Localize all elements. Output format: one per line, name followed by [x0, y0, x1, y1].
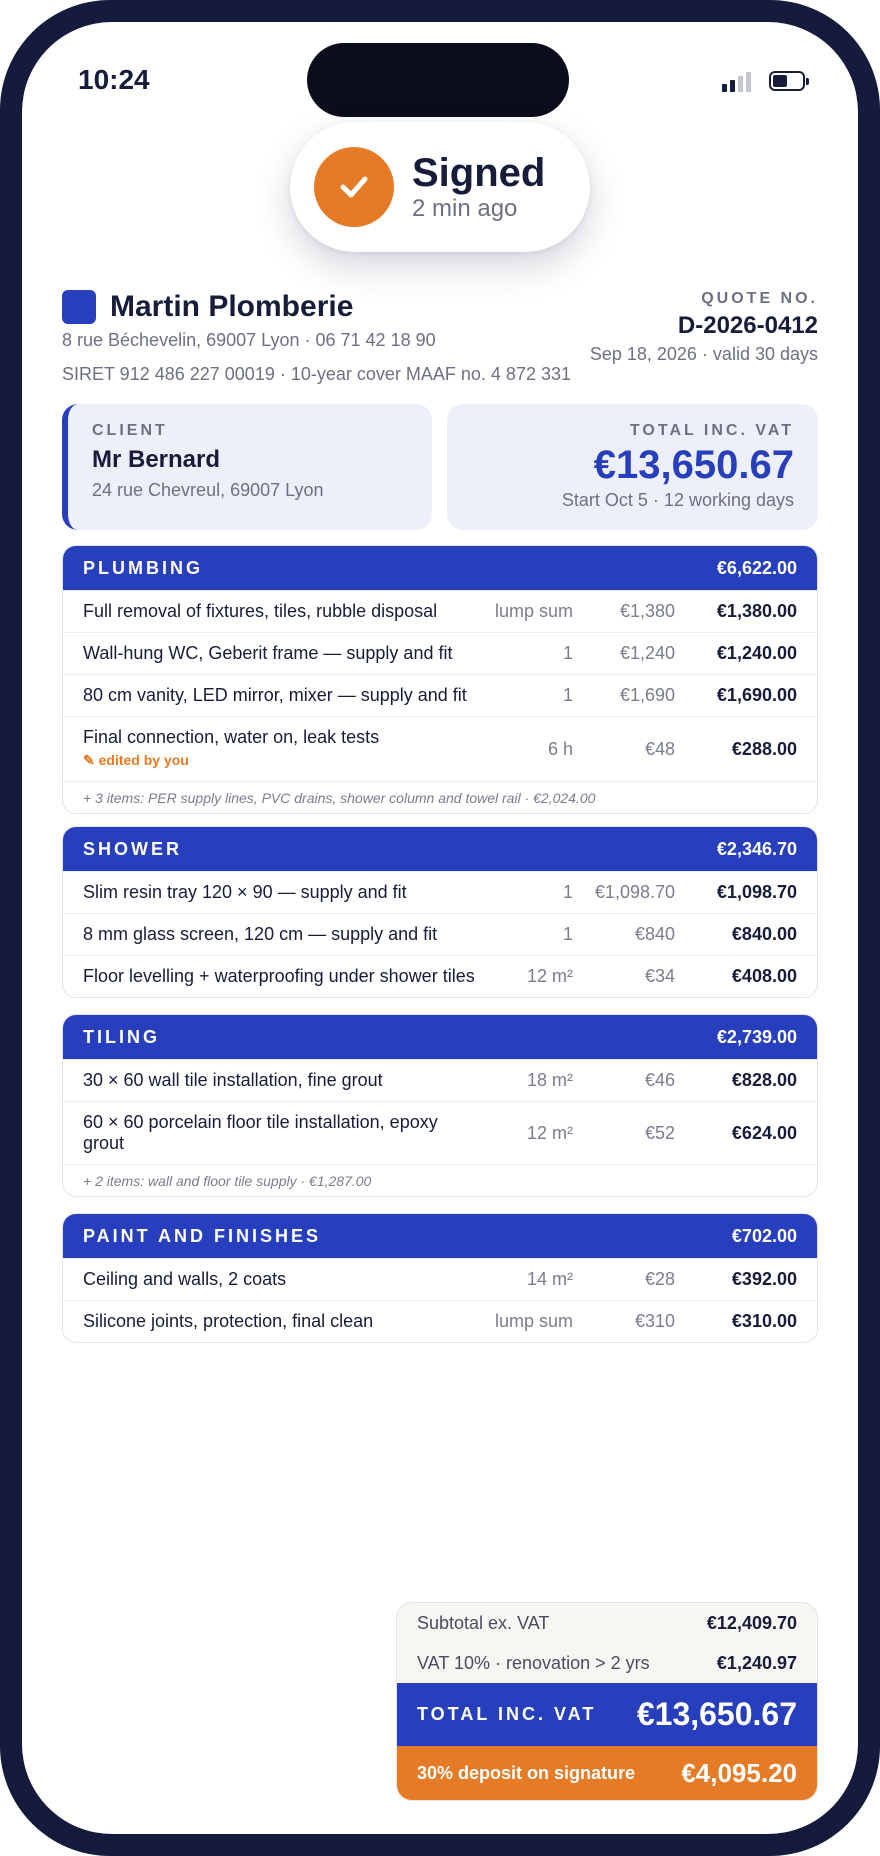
item-amount: €1,690.00 [716, 685, 797, 705]
check-icon [314, 147, 394, 227]
item-desc: 8 mm glass screen, 120 cm — supply and fit [83, 924, 438, 944]
item-price: €1,690 [619, 685, 675, 705]
item-amount: €288.00 [731, 738, 797, 759]
line-item[interactable] [63, 955, 817, 997]
subtotal-value: €12,409.70 [706, 1612, 797, 1633]
item-qty: 12 m² [526, 966, 573, 986]
client-label: CLIENT [92, 422, 168, 439]
quote-info [590, 290, 818, 365]
section-total: €6,622.00 [716, 557, 797, 578]
line-item[interactable] [63, 913, 817, 955]
subtotal-row [397, 1603, 817, 1643]
vat-row [397, 1643, 817, 1683]
line-item[interactable] [63, 871, 817, 913]
item-amount: €392.00 [731, 1269, 797, 1289]
section-title: TILING [83, 1026, 160, 1047]
signed-title: Signed [412, 151, 546, 195]
section-header[interactable] [63, 1015, 817, 1059]
item-price: €1,240 [619, 643, 675, 663]
client-address: 24 rue Chevreul, 69007 Lyon [92, 480, 324, 500]
item-amount: €1,098.70 [716, 882, 797, 902]
subtotal-label: Subtotal ex. VAT [417, 1612, 550, 1633]
item-amount: €828.00 [731, 1070, 797, 1090]
section-plumbing [62, 545, 818, 814]
signed-time: 2 min ago [412, 195, 518, 222]
client-name: Mr Bernard [92, 446, 221, 473]
more-items[interactable]: + 3 items: PER supply lines, PVC drains, shower column and towel rail · €2,024.00 [63, 781, 817, 813]
section-shower [62, 826, 818, 998]
grand-total-value: €13,650.67 [636, 1696, 797, 1732]
line-item[interactable] [63, 1300, 817, 1342]
totals-summary [396, 1602, 818, 1801]
company-address: 8 rue Béchevelin, 69007 Lyon · 06 71 42 18 90 [62, 330, 436, 350]
line-item[interactable] [63, 632, 817, 674]
phone-screen [22, 22, 858, 1834]
total-card-schedule: Start Oct 5 · 12 working days [561, 490, 794, 510]
section-title: PLUMBING [83, 557, 203, 578]
item-price: €48 [644, 738, 675, 759]
item-qty: lump sum [494, 601, 573, 621]
section-title: SHOWER [83, 838, 182, 859]
section-header[interactable] [63, 546, 817, 590]
deposit-row[interactable] [397, 1746, 817, 1800]
line-item[interactable] [63, 1258, 817, 1300]
company-name: Martin Plomberie [110, 290, 354, 323]
item-qty: 1 [562, 924, 573, 944]
company-logo [62, 290, 96, 324]
item-desc: Full removal of fixtures, tiles, rubble disposal [83, 601, 438, 621]
total-card-label: TOTAL INC. VAT [629, 422, 794, 439]
total-card [447, 404, 818, 530]
item-qty: 1 [562, 643, 573, 663]
dynamic-island [307, 43, 569, 117]
total-card-amount: €13,650.67 [593, 443, 794, 487]
item-amount: €1,240.00 [716, 643, 797, 663]
item-qty: lump sum [494, 1311, 573, 1331]
item-price: €1,380 [619, 601, 675, 621]
item-qty: 14 m² [526, 1269, 573, 1289]
signal-icon [722, 70, 751, 92]
item-qty: 1 [562, 882, 573, 902]
section-total: €2,346.70 [716, 838, 797, 859]
section-total: €702.00 [731, 1225, 797, 1246]
item-desc-text: Final connection, water on, leak tests [83, 727, 380, 747]
section-total: €2,739.00 [716, 1026, 797, 1047]
item-desc: Wall-hung WC, Geberit frame — supply and fit [83, 643, 453, 663]
status-time: 10:24 [78, 64, 150, 95]
section-title: PAINT AND FINISHES [83, 1225, 322, 1246]
quote-number: D-2026-0412 [677, 312, 818, 339]
item-amount: €408.00 [731, 966, 797, 986]
item-desc: Slim resin tray 120 × 90 — supply and fit [83, 882, 407, 902]
deposit-label: 30% deposit on signature [417, 1762, 636, 1783]
item-desc: Ceiling and walls, 2 coats [83, 1269, 287, 1289]
section-header[interactable] [63, 827, 817, 871]
company-header [62, 290, 353, 324]
item-desc [83, 717, 483, 781]
grand-total-row [397, 1683, 817, 1746]
item-price: €46 [644, 1070, 675, 1090]
item-amount: €310.00 [731, 1311, 797, 1331]
edited-note: ✎ edited by you [83, 752, 189, 768]
item-desc: 30 × 60 wall tile installation, fine grout [83, 1070, 383, 1090]
item-price: €1,098.70 [594, 882, 675, 902]
section-header[interactable] [63, 1214, 817, 1258]
client-card[interactable] [62, 404, 432, 530]
item-desc: 60 × 60 porcelain floor tile installation, epoxy grout [83, 1112, 438, 1153]
battery-icon [769, 71, 805, 91]
item-qty: 12 m² [526, 1122, 573, 1143]
item-amount: €1,380.00 [716, 601, 797, 621]
item-qty: 1 [562, 685, 573, 705]
more-items[interactable]: + 2 items: wall and floor tile supply · €1,287.00 [63, 1164, 817, 1196]
grand-total-label: TOTAL INC. VAT [417, 1704, 597, 1724]
item-price: €840 [634, 924, 675, 944]
status-icons [722, 70, 805, 92]
item-amount: €840.00 [731, 924, 797, 944]
item-price: €34 [644, 966, 675, 986]
line-item[interactable] [63, 1101, 817, 1164]
line-item[interactable] [63, 716, 817, 781]
section-paint [62, 1213, 818, 1343]
item-price: €52 [644, 1122, 675, 1143]
item-qty: 6 h [547, 738, 573, 759]
quote-date: Sep 18, 2026 · valid 30 days [589, 344, 818, 364]
signed-badge[interactable] [290, 122, 590, 252]
line-item[interactable] [63, 1059, 817, 1101]
item-price: €310 [634, 1311, 675, 1331]
item-qty: 18 m² [526, 1070, 573, 1090]
item-desc: 80 cm vanity, LED mirror, mixer — supply and fit [83, 685, 467, 705]
section-tiling [62, 1014, 818, 1197]
line-item[interactable] [63, 674, 817, 716]
item-amount: €624.00 [731, 1122, 797, 1143]
line-item[interactable] [63, 590, 817, 632]
item-price: €28 [644, 1269, 675, 1289]
quote-label: QUOTE NO. [701, 290, 818, 307]
company-siret: SIRET 912 486 227 00019 · 10-year cover MAAF no. 4 872 331 [62, 364, 571, 384]
vat-value: €1,240.97 [716, 1652, 797, 1673]
vat-label: VAT 10% · renovation > 2 yrs [417, 1652, 650, 1673]
item-desc: Floor levelling + waterproofing under shower tiles [83, 966, 475, 986]
deposit-value: €4,095.20 [681, 1757, 797, 1788]
item-desc: Silicone joints, protection, final clean [83, 1311, 374, 1331]
